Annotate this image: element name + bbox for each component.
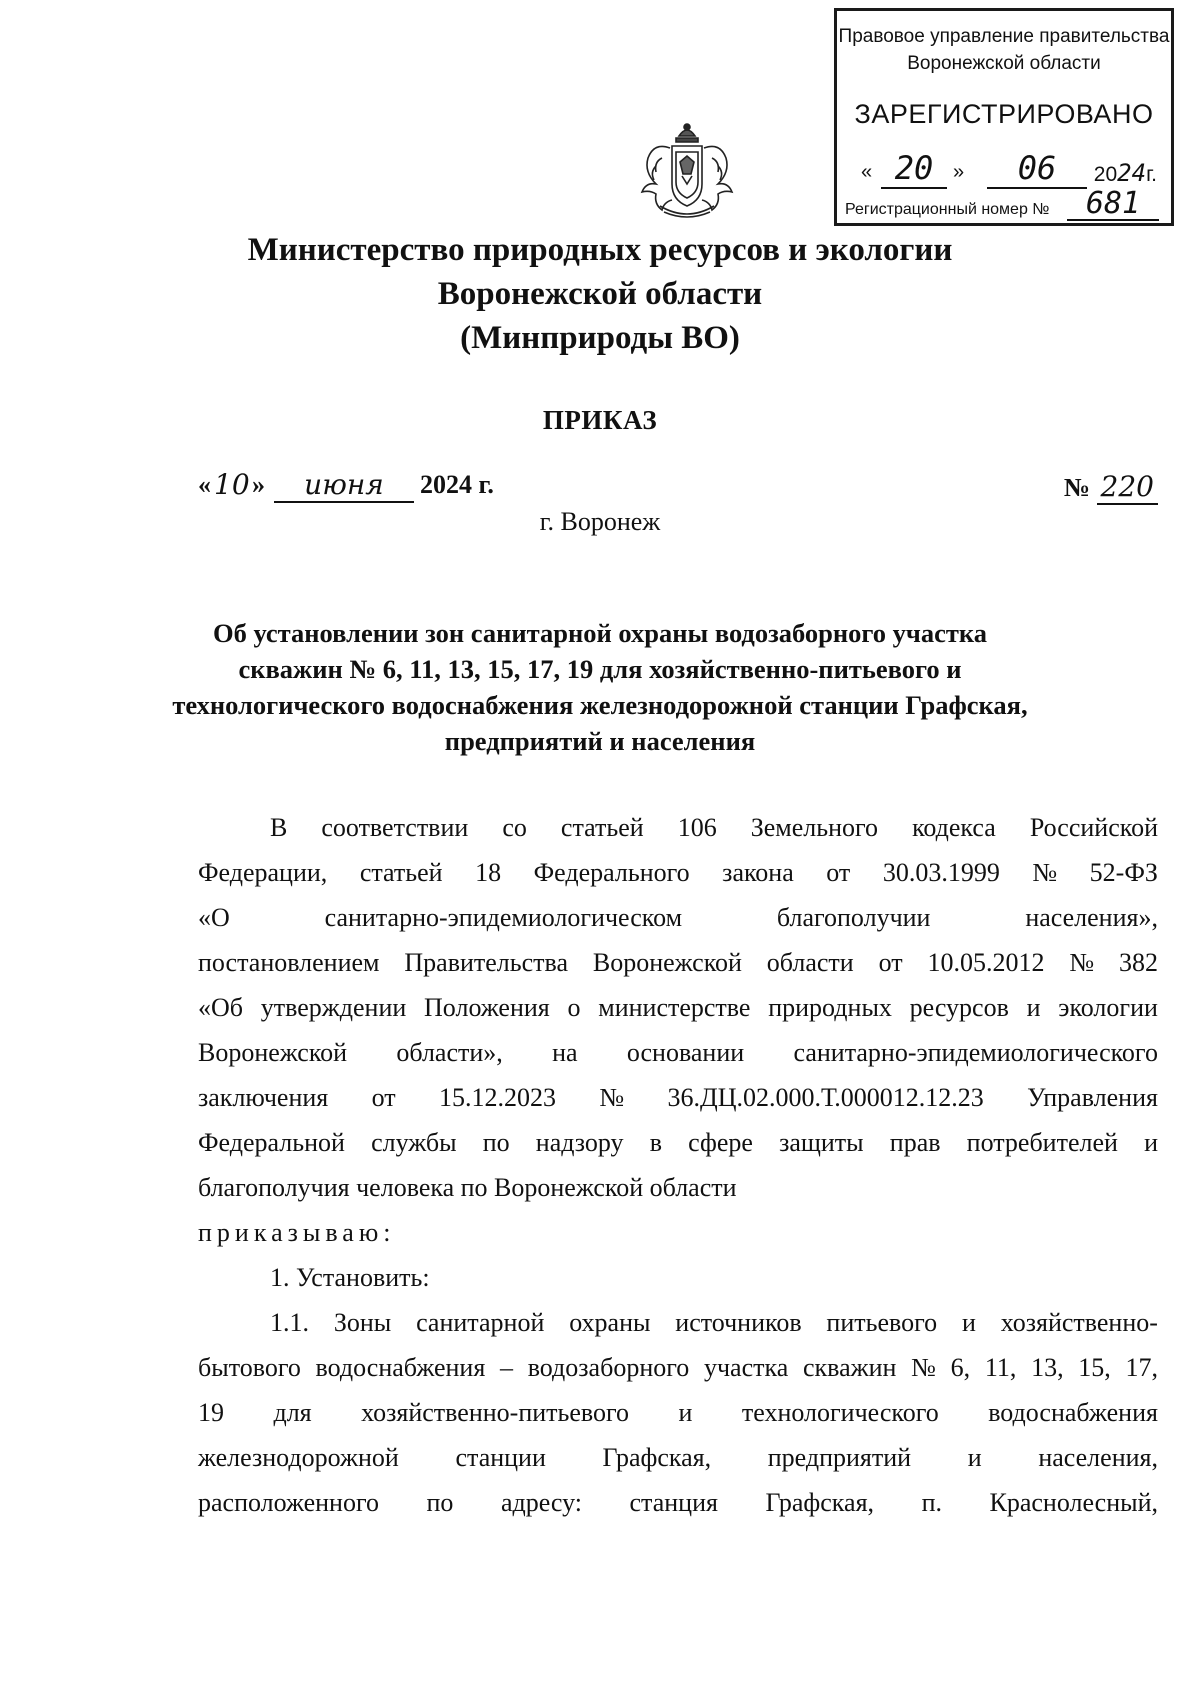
word: 36.ДЦ.02.000.Т.000012.12.23 — [667, 1083, 984, 1112]
ministry-name-line2: Воронежской области — [437, 276, 763, 312]
stamp-reg-label: Регистрационный номер № — [845, 201, 1050, 218]
stamp-date-month: 06 — [987, 149, 1087, 189]
stamp-status: ЗАРЕГИСТРИРОВАНО — [854, 99, 1154, 129]
word: и — [961, 1308, 976, 1337]
stamp-date-year — [1094, 159, 1157, 187]
word: Графская, — [602, 1443, 712, 1472]
order-number — [1038, 470, 1158, 503]
date-open-quote: « — [198, 470, 211, 499]
word: Федерального — [533, 858, 690, 887]
word: утверждении — [260, 993, 407, 1022]
word: населения», — [1025, 903, 1158, 932]
text-line — [198, 1435, 1158, 1480]
order-number-value: 220 — [1097, 470, 1158, 505]
order-body — [198, 805, 1158, 1525]
word: – — [500, 1353, 513, 1382]
word: п. — [921, 1488, 942, 1517]
word: хозяйственно-питьевого — [361, 1398, 630, 1427]
word: охраны — [569, 1308, 651, 1337]
order-number-label: № — [1063, 473, 1091, 502]
word: адресу: — [500, 1488, 582, 1517]
word: благополучии — [776, 903, 931, 932]
order-month: июня — [274, 468, 414, 503]
word: соответствии — [321, 813, 469, 842]
word: 106 — [677, 813, 717, 842]
word: 18 — [475, 858, 502, 887]
word: железнодорожной — [198, 1443, 399, 1472]
word: Правительства — [404, 948, 568, 977]
word: Российской — [1029, 813, 1158, 842]
word: 17, — [1125, 1353, 1158, 1382]
preamble-last-line: благополучия человека по Воронежской области — [198, 1173, 737, 1202]
word: министерстве — [598, 993, 751, 1022]
stamp-org-line1: Правовое управление правительства — [838, 26, 1170, 47]
word: закона — [722, 858, 794, 887]
text-line — [198, 985, 1158, 1030]
text-line — [198, 805, 1158, 850]
stamp-date-open-quote: « — [861, 161, 873, 183]
word: о — [567, 993, 581, 1022]
word: технологического — [741, 1398, 939, 1427]
text-line — [198, 1300, 1158, 1345]
order-date-number-row — [198, 470, 1158, 506]
word: 19 — [198, 1398, 224, 1427]
word: от — [371, 1083, 396, 1112]
word: 13, — [1031, 1353, 1064, 1382]
word: источников — [675, 1308, 802, 1337]
text-line — [198, 895, 1158, 940]
word: Краснолесный, — [989, 1488, 1158, 1517]
word: от — [826, 858, 851, 887]
word: скважин — [802, 1353, 897, 1382]
subject-line: скважин № 6, 11, 13, 15, 17, 19 для хозяйственно-питьевого и — [238, 654, 962, 684]
word: № — [911, 1353, 936, 1382]
word: «Об — [198, 993, 244, 1022]
item-1-1-paragraph — [198, 1300, 1158, 1525]
word: кодекса — [912, 813, 996, 842]
word: от — [878, 948, 903, 977]
word: 382 — [1118, 948, 1158, 977]
item-1: 1. Установить: — [270, 1263, 430, 1292]
word: 15.12.2023 — [438, 1083, 556, 1112]
word: заключения — [198, 1083, 329, 1112]
word: и — [1144, 1128, 1158, 1157]
word: расположенного — [198, 1488, 379, 1517]
word: Федеральной — [198, 1128, 345, 1157]
stamp-date — [857, 149, 1157, 187]
word: 15, — [1078, 1353, 1111, 1382]
word: Управления — [1027, 1083, 1158, 1112]
subject-line: предприятий и населения — [444, 726, 756, 756]
word: и — [678, 1398, 693, 1427]
stamp-year-handwritten: 24 — [1117, 159, 1147, 187]
word: сфере — [688, 1128, 753, 1157]
word: 10.05.2012 — [927, 948, 1045, 977]
word: прав — [889, 1128, 941, 1157]
stamp-date-day: 20 — [881, 149, 947, 189]
word: Воронежской — [198, 1038, 348, 1067]
ministry-header — [0, 228, 1200, 360]
ministry-abbreviation: (Минприроды ВО) — [460, 320, 740, 356]
word: 6, — [950, 1353, 971, 1382]
ministry-name-line1: Министерство природных ресурсов и экологии — [247, 232, 953, 268]
word: хозяйственно- — [1000, 1308, 1158, 1337]
word: санитарно-эпидемиологическом — [324, 903, 683, 932]
order-year: 2024 г. — [420, 470, 494, 499]
stamp-org-line2: Воронежской области — [907, 53, 1101, 74]
stamp-reg-value: 681 — [1067, 191, 1159, 221]
word: в — [649, 1128, 662, 1157]
stamp-year-suffix: г. — [1146, 163, 1157, 186]
word: водозаборного — [527, 1353, 690, 1382]
word: санитарно-эпидемиологического — [793, 1038, 1158, 1067]
text-line — [198, 1480, 1158, 1525]
word: и — [967, 1443, 982, 1472]
word: санитарной — [416, 1308, 545, 1337]
word: Положения — [424, 993, 550, 1022]
word: со — [502, 813, 527, 842]
word: водоснабжения — [315, 1353, 486, 1382]
stamp-date-close-quote: » — [953, 161, 965, 183]
word: на — [552, 1038, 578, 1067]
word: № — [1032, 858, 1058, 887]
word: постановлением — [198, 948, 380, 977]
word: основании — [626, 1038, 745, 1067]
order-subject — [130, 615, 1070, 759]
subject-line: Об установлении зон санитарной охраны водозаборного участка — [213, 618, 987, 648]
registration-stamp — [834, 8, 1174, 226]
word: защиты — [779, 1128, 864, 1157]
word: № — [599, 1083, 625, 1112]
word: «О — [198, 903, 230, 932]
word: Воронежской — [592, 948, 742, 977]
stamp-registration-number — [845, 186, 1159, 221]
word: населения, — [1038, 1443, 1158, 1472]
word: станция — [629, 1488, 718, 1517]
word: службы — [371, 1128, 457, 1157]
word: экологии — [1058, 993, 1158, 1022]
word: питьевого — [826, 1308, 938, 1337]
word: 52-ФЗ — [1089, 858, 1158, 887]
word: статьей — [359, 858, 443, 887]
word: Федерации, — [198, 858, 328, 887]
order-day: 10 — [214, 468, 250, 501]
word: надзору — [535, 1128, 624, 1157]
word: бытового — [198, 1353, 301, 1382]
word: 11, — [984, 1353, 1017, 1382]
word: ресурсов — [909, 993, 1009, 1022]
word: 1.1. — [270, 1308, 309, 1337]
word: 30.03.1999 — [882, 858, 1000, 887]
word: и — [1026, 993, 1041, 1022]
order-title: ПРИКАЗ — [542, 405, 658, 435]
word: по — [426, 1488, 454, 1517]
text-line — [198, 1075, 1158, 1120]
word: статьей — [560, 813, 644, 842]
date-close-quote: » — [252, 470, 265, 499]
order-city: г. Воронеж — [539, 507, 661, 536]
text-line — [198, 1030, 1158, 1075]
coat-of-arms-icon — [632, 118, 742, 223]
word: водоснабжения — [988, 1398, 1158, 1427]
word: области», — [396, 1038, 503, 1067]
word: природных — [768, 993, 892, 1022]
preamble-paragraph — [198, 805, 1158, 1165]
text-line — [198, 1390, 1158, 1435]
decree-word: приказываю: — [198, 1218, 396, 1247]
word: для — [273, 1398, 312, 1427]
word: предприятий — [767, 1443, 912, 1472]
word: участка — [703, 1353, 789, 1382]
word: № — [1069, 948, 1095, 977]
text-line — [198, 1120, 1158, 1165]
word: потребителей — [966, 1128, 1118, 1157]
stamp-year-prefix: 20 — [1093, 163, 1118, 186]
word: Графская, — [765, 1488, 875, 1517]
word: станции — [455, 1443, 546, 1472]
word: Земельного — [750, 813, 879, 842]
text-line — [198, 850, 1158, 895]
subject-line: технологического водоснабжения железнодорожной станции Графская, — [172, 690, 1028, 720]
word: по — [482, 1128, 510, 1157]
text-line — [198, 940, 1158, 985]
word: области — [766, 948, 854, 977]
stamp-organization — [837, 23, 1171, 77]
word: В — [270, 813, 288, 842]
text-line — [198, 1345, 1158, 1390]
word: Зоны — [333, 1308, 392, 1337]
